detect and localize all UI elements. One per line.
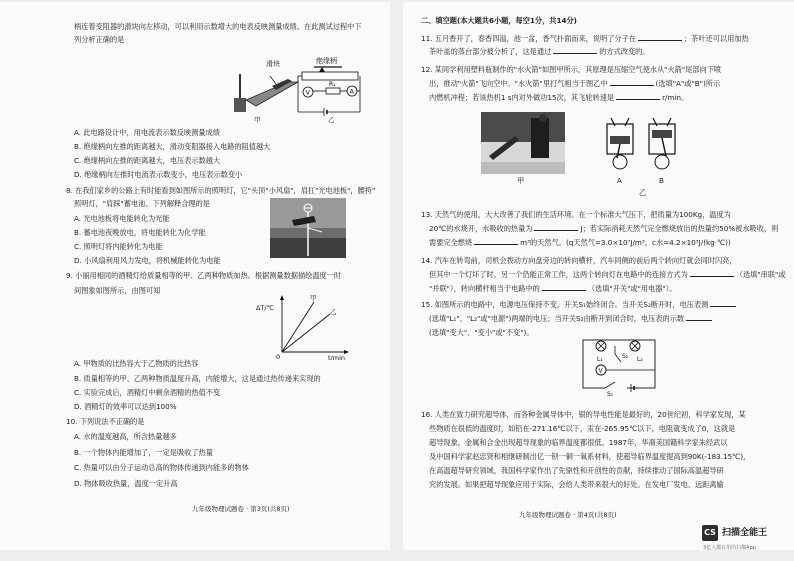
- q13-line1: 13. 天然气的使用，大大改善了我们的生活环境。在一个标准大气压下，把质量为100Kg，温度为: [421, 210, 731, 219]
- engine-strokes-figure: [603, 114, 683, 174]
- q8-option-c: C. 照明灯将内能转化为电能: [74, 242, 163, 251]
- q11-line2: 茶叶盖的蒸台部分被分析了，这是通过 的方式改变的。: [429, 47, 650, 56]
- q15-line3: (选填"变大"、"变小"或"不变")。: [429, 328, 534, 337]
- svg-text:乙: 乙: [330, 308, 337, 316]
- q15-line2: (选填"L₁"、"L₂"或"电源")两端的电压；当开关S₂由断开到闭合时，电压表的示数: [429, 314, 714, 323]
- page-4-footer: 九年级物理试题卷 · 第4页(共8页): [519, 511, 617, 519]
- exam-page-4: [403, 2, 794, 550]
- q14-line3: "并联"），转向横杆相当于电路中的 （选填"开关"或"用电器"）。: [429, 284, 677, 293]
- q9-option-b: B. 质量相等的甲、乙两种物质温度升高，内能增大，这是通过热传递来实现的: [74, 374, 321, 383]
- scanner-tagline: 3亿人都在用的扫描App: [703, 545, 756, 551]
- q16-line2: 些物质在很低的温度时，如铅在-271.16℃以下，汞在-265.95℃以下，电阻就变成了0，这就是: [429, 424, 736, 433]
- q8-option-d: D. 小风扇利用风力发电，将机械能转化为电能: [74, 256, 221, 265]
- q9-option-d: D. 酒精灯的效率可以达到100%: [74, 402, 177, 411]
- q8-stem-line1: 8. 在我们家乡的公路上有时能看到如图所示的照明灯，它"头顶"小风扇"，肩扛"光电池板"，腰挎": [66, 186, 376, 195]
- q14-line1: 14. 汽车在转弯前，司机会拨动方向盘旁边的转向横杆，汽车同侧的前后两个转向灯就会同时闪亮，: [421, 256, 737, 265]
- q7-figure: [232, 54, 362, 124]
- slider-label: 滑块: [266, 60, 280, 68]
- engine-b-label: B: [659, 176, 664, 185]
- svg-text:S₂: S₂: [622, 353, 629, 360]
- q8-option-a: A. 光电池板将电能转化为光能: [74, 214, 170, 223]
- q7-option-c: C. 绝缘柄向左推的距离越大，电压表示数越大: [74, 156, 221, 165]
- svg-text:甲: 甲: [310, 294, 317, 302]
- switch-s2: [615, 354, 621, 362]
- svg-text:R₁: R₁: [329, 81, 336, 88]
- q16-line1: 16. 人类在致力研究超导体，而各种金属导体中，银的导电性能是最好的，20世纪初，科学家发现，某: [421, 410, 746, 419]
- device-base: [234, 98, 246, 112]
- q14-line2: 但其中一个灯坏了时，另一个仍能正常工作，这两个转向灯在电路中的连接方式为 （选填"串联"或: [429, 270, 786, 279]
- q9-option-a: A. 甲物质的比热容大于乙物质的比热容: [74, 359, 199, 368]
- svg-text:乙: 乙: [328, 116, 335, 124]
- q10-stem: 10. 下列说法不正确的是: [66, 417, 145, 426]
- page-3-footer: 九年级物理试题卷 · 第3页(共8页): [192, 505, 290, 513]
- q16-line4: 及中国科学家赵忠贤和相继研制出亿一钡一铜一氧系材料，使超导临界温度提高到90K(-183.15℃)，: [429, 452, 751, 461]
- svg-text:L₂: L₂: [637, 356, 643, 363]
- engine-a: [607, 118, 633, 169]
- q9-stem-line2: 间图象如图所示，由图可知: [74, 286, 161, 295]
- q10-option-a: A. 水的温度越高，所含热量越多: [74, 432, 177, 441]
- q9-stem-line1: 9. 小丽用相同的酒精灯给质量相等的甲、乙两种物质加热。根据测量数据描绘温度一时: [66, 271, 342, 280]
- fig12-label-a: 甲: [517, 176, 525, 185]
- q7-intro-line2: 列分析正确的是: [74, 35, 125, 44]
- svg-text:甲: 甲: [254, 116, 261, 124]
- line-yi: [282, 314, 330, 352]
- q7-intro-line1: 柄连着变阻器的滑块向左移动，可以利用示数增大的电表反映测量成绩。在此测试过程中下: [74, 22, 362, 31]
- section-title: 二、填空题(本大题共6小题，每空1分，共14分): [421, 16, 577, 25]
- q8-stem-line2: 照明灯，"肩踩"蓄电池。下列解释合理的是: [74, 199, 210, 208]
- q9-option-c: C. 实验完成后，酒精灯中剩余酒精的热值不变: [74, 388, 221, 397]
- q12-line3: 内燃机冲程；若该热机1 s内对外做功15次，其飞轮转速是 r/min。: [429, 93, 689, 102]
- q15-line1: 15. 如图所示的电路中，电源电压保持不变，开关S₁始终闭合。当开关S₂断开时，电压表测: [421, 300, 738, 309]
- graph-xlabel: t/min: [328, 354, 345, 360]
- svg-text:L₁: L₁: [597, 356, 603, 363]
- svg-text:S₁: S₁: [607, 391, 614, 396]
- exam-page-3: [0, 2, 390, 550]
- water-rocket-photo: [481, 112, 565, 174]
- q16-line5: 在高温超导研究领域，我国科学家作出了先驱性和开创性的贡献，持续推动了国际高温超导研: [429, 466, 724, 475]
- temperature-time-graph: [254, 292, 354, 360]
- svg-text:V: V: [305, 88, 310, 97]
- scanner-app-logo: [702, 523, 788, 553]
- q11-line1: 11. 五月香开了，春香四溢，池一盆，香气扑面而来，说明了分子在 ；茶叶还可以用加热: [421, 34, 749, 43]
- engine-b: [649, 118, 675, 169]
- q15-circuit-figure: [579, 334, 663, 396]
- svg-text:0: 0: [276, 353, 281, 360]
- q16-line3: 超导现象。金属和合金出现超导现象的临界温度都很低。1987年，华裔美国籍科学家朱经武以: [429, 438, 728, 447]
- camscanner-icon: CS: [702, 525, 718, 541]
- rod-label: 绝缘柄: [316, 57, 337, 65]
- q7-option-a: A. 此电路设计中，用电流表示数反映测量成绩: [74, 128, 220, 137]
- line-jia: [282, 302, 314, 352]
- q13-line2: 20℃的水烧开，水吸收的热量为 J；若实际消耗天然气完全燃烧放出的热量约50%被水吸收，则: [429, 224, 779, 233]
- q10-option-b: B. 一个物体内能增加了，一定是吸收了热量: [74, 448, 213, 457]
- q7-option-b: B. 绝缘柄向左推的距离越大，滑动变阻器接入电路的阻值越大: [74, 142, 271, 151]
- q7-option-d: D. 绝缘柄向左推时电流表示数变小，电压表示数变小: [74, 170, 243, 179]
- resistor-r1: [326, 88, 340, 94]
- q10-option-c: C. 热量可以由分子运动总高的物体传递到内能多的物体: [74, 463, 249, 472]
- street-light-photo: [270, 198, 346, 258]
- fig12-label-b: 乙: [639, 188, 647, 197]
- scanner-app-name: 扫描全能王: [722, 528, 768, 538]
- engine-a-label: A: [617, 176, 622, 185]
- slide-rail: [246, 82, 298, 106]
- q12-line1: 12. 某同学利用塑料瓶制作的"水火箭"如图甲所示，其原理是压缩空气使水从"火箭"尾部向下喷: [421, 65, 722, 74]
- q12-line2: 出，推动"火箭"飞向空中。"水火箭"里打气相当于图乙中 (选填"A"或"B")所示: [429, 79, 721, 88]
- graph-ylabel: ΔT/℃: [256, 304, 274, 312]
- svg-text:A: A: [349, 87, 354, 96]
- q10-option-d: D. 物体吸收热量，温度一定升高: [74, 479, 178, 488]
- q16-line6: 究的发展。如果把超导现象应用于实际，会给人类带来很大的好处。在发电厂发电、远距离输: [429, 480, 724, 489]
- rheostat: [302, 72, 358, 80]
- svg-text:V: V: [598, 367, 603, 375]
- q8-option-b: B. 蓄电池夜晚放电，将电能转化为化学能: [74, 228, 206, 237]
- q13-line3: 需要完全燃烧 m³的天然气。(q天然气=3.0×10⁷J/m³，c水=4.2×10³J/(kg·℃)): [429, 238, 731, 247]
